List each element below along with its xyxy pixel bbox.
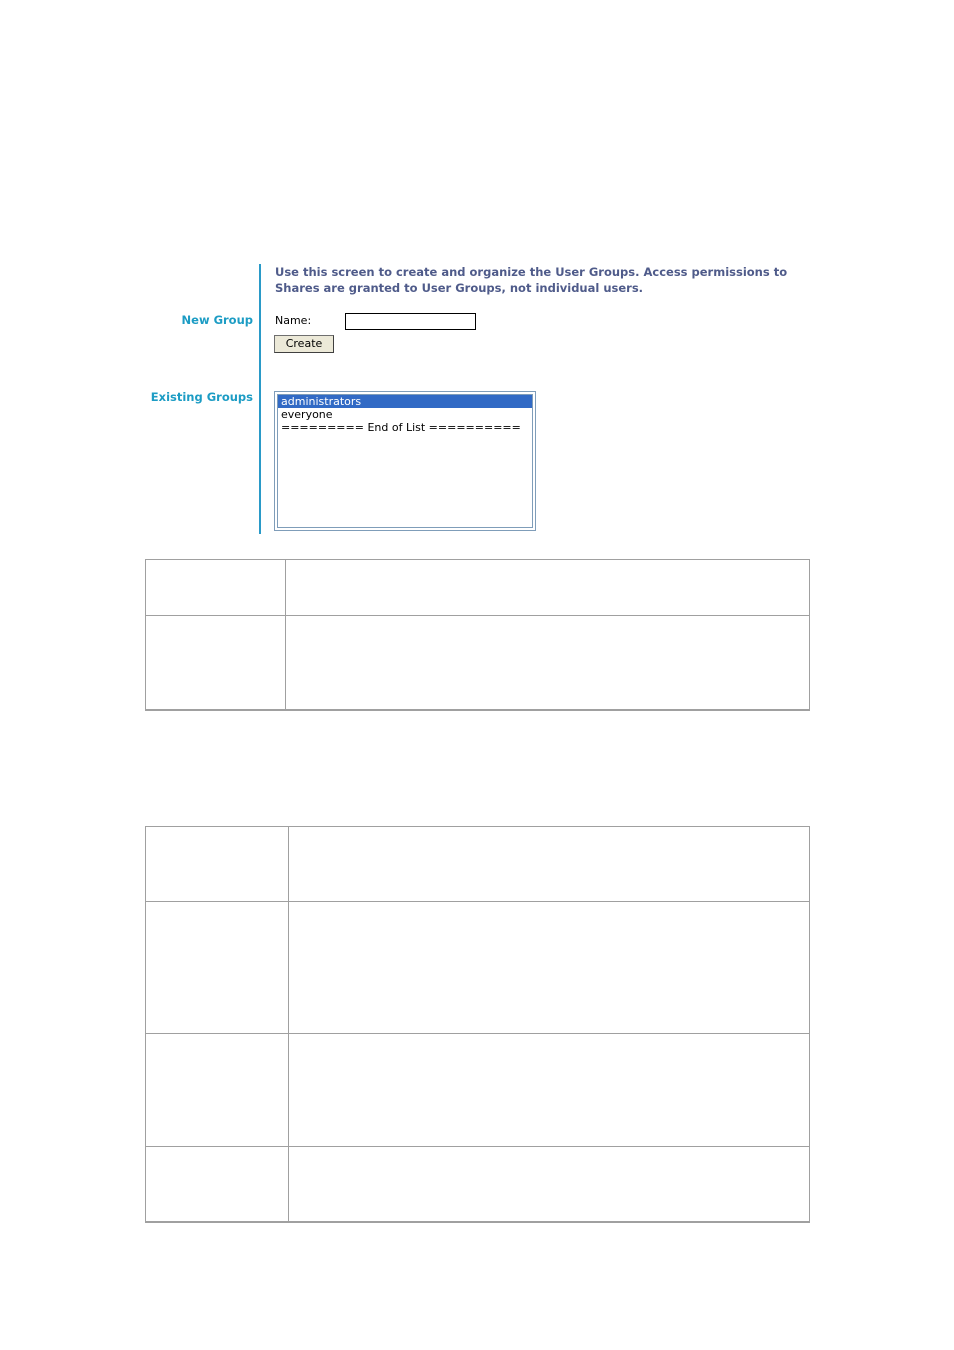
table-cell [146, 560, 286, 616]
table-cell [289, 1147, 810, 1222]
table-cell [146, 616, 286, 710]
intro-text: Use this screen to create and organize the User Groups. Access permissions to Shares are granted to User Groups, not individual users. [275, 265, 788, 295]
table-cell [146, 1034, 289, 1147]
table-row [146, 1147, 810, 1222]
group-name-input[interactable] [345, 313, 476, 330]
table-row [146, 616, 810, 710]
table-cell [146, 902, 289, 1034]
table-cell [286, 616, 810, 710]
table-cell [146, 827, 289, 902]
table-cell [289, 902, 810, 1034]
table-cell [286, 560, 810, 616]
new-group-label: New Group [181, 313, 253, 327]
table-row [146, 902, 810, 1034]
table-row [146, 827, 810, 902]
existing-groups-list[interactable] [274, 391, 536, 531]
description-table-2 [145, 826, 810, 1223]
table-row [146, 1034, 810, 1147]
description-table-1 [145, 559, 810, 711]
table-cell [289, 1034, 810, 1147]
existing-groups-list-inner [277, 394, 533, 528]
table-row [146, 560, 810, 616]
table-cell [146, 1147, 289, 1222]
group-option-everyone[interactable]: everyone [281, 408, 333, 421]
create-button[interactable]: Create [274, 335, 334, 353]
table-cell [289, 827, 810, 902]
group-option-administrators[interactable]: administrators [278, 395, 532, 408]
group-option-end-of-list[interactable]: ========= End of List ========== [281, 421, 521, 434]
name-label: Name: [275, 314, 312, 327]
existing-groups-label: Existing Groups [150, 390, 253, 404]
panel-divider [259, 264, 261, 534]
